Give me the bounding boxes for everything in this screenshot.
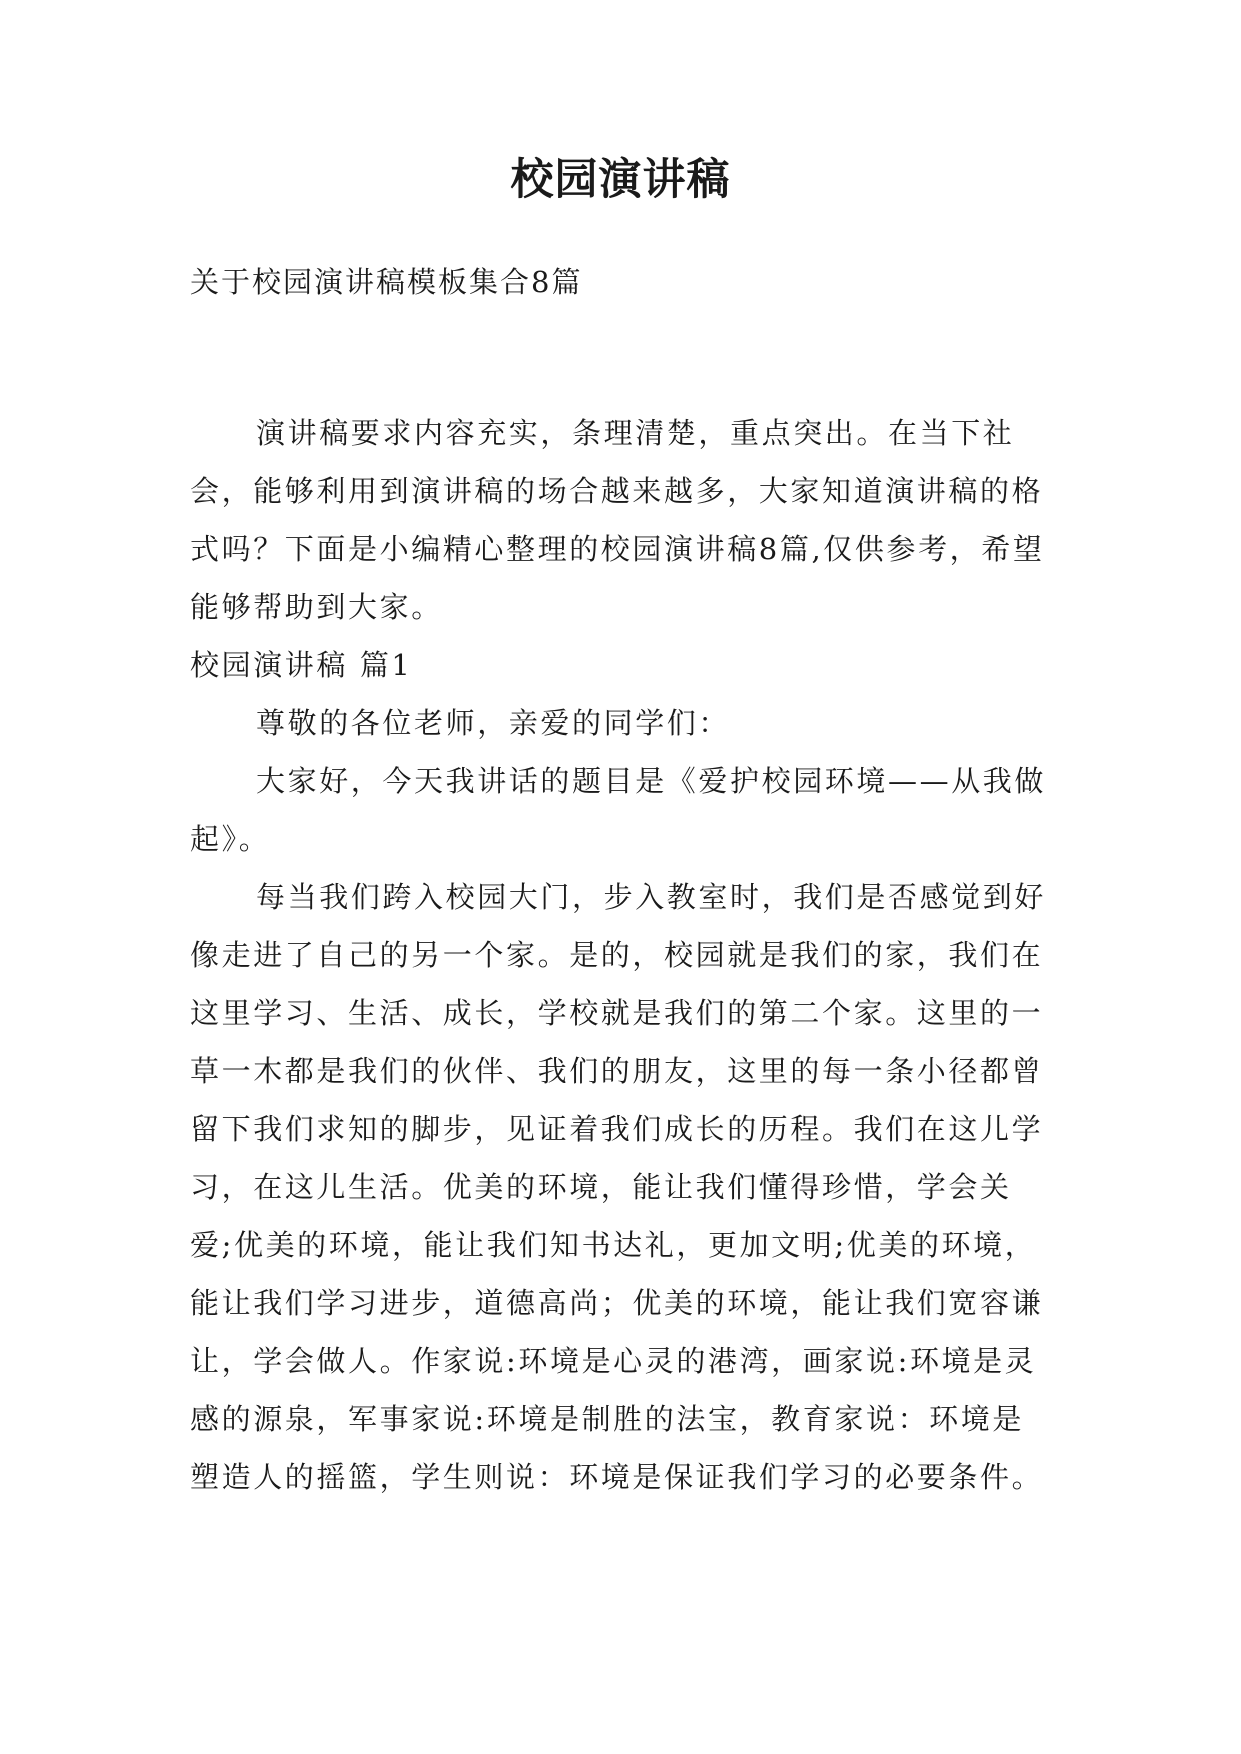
main-paragraph: 每当我们跨入校园大门，步入教室时，我们是否感觉到好像走进了自己的另一个家。是的，校园就是我们的家，我们在这里学习、生活、成长，学校就是我们的第二个家。这里的一草一木都是我们的伙伴、我们的朋友，这里的每一条小径都曾留下我们求知的脚步，见证着我们成长的历程。我们在这儿学习，在这儿生活。优美的环境，能让我们懂得珍惜，学会关爱;优美的环境，能让我们知书达礼，更加文明;优美的环境，能让我们学习进步，道德高尚；优美的环境，能让我们宽容谦让，学会做人。作家说:环境是心灵的港湾，画家说:环境是灵感的源泉，军事家说:环境是制胜的法宝，教育家说：环境是塑造人的摇篮，学生则说：环境是保证我们学习的必要条件。 bbox=[190, 880, 1047, 1494]
document-title: 校园演讲稿 bbox=[510, 155, 731, 205]
intro-paragraph: 演讲稿要求内容充实，条理清楚，重点突出。在当下社会，能够利用到演讲稿的场合越来越多，大家知道演讲稿的格式吗？下面是小编精心整理的校园演讲稿8篇,仅供参考，希望能够帮助到大家。 bbox=[190, 416, 1045, 624]
document-subtitle: 关于校园演讲稿模板集合8篇 bbox=[190, 265, 583, 299]
opening-paragraph: 大家好，今天我讲话的题目是《爱护校园环境——从我做起》。 bbox=[190, 764, 1047, 856]
salutation-paragraph: 尊敬的各位老师，亲爱的同学们： bbox=[256, 706, 731, 740]
document-body bbox=[190, 404, 1052, 1506]
section-heading: 校园演讲稿 篇1 bbox=[190, 648, 413, 682]
